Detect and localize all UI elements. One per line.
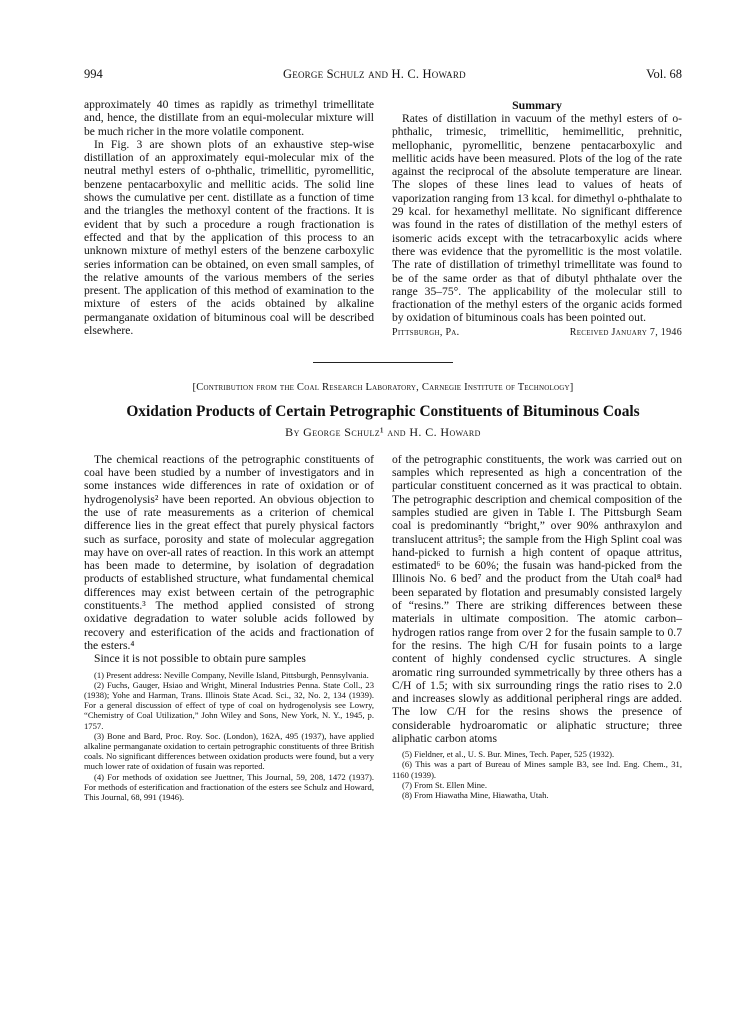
article-title: Oxidation Products of Certain Petrographic Constituents of Bituminous Coals (126, 402, 640, 420)
footnote: (8) From Hiawatha Mine, Hiawatha, Utah. (402, 790, 549, 801)
previous-article-left-column (84, 98, 374, 340)
body-paragraph: Since it is not possible to obtain pure samples (94, 652, 306, 666)
footnotes-left (84, 670, 374, 803)
body-paragraph: The chemical reactions of the petrographic constituents of coal have been studied by a number of investigators and in some instances wide differences in rate of oxidation or of hydrogenolysis² have been reported. An obvious objection to the use of rate measurements as a criterion of chemical difference lies in the great effect that purely physical factors such as surface, porosity and state of molecular aggregation may have on over-all rates of reaction. In this work an attempt has been made to determine, by isolation of degradation products of established structure, what fundamental chemical differences may exist between certain of the petrographic constituents.³ The method applied consisted of strong oxidative degradation to water soluble acids followed by recovery and esterification of the acids and fractionation of the esters.⁴ (84, 452, 374, 652)
body-paragraph: of the petrographic constituents, the work was carried out on samples which represented as high a concentration of the particular constituent concerned as it was practical to obtain. The petrographic description and chemical composition of the samples studied are given in Table I. The Pittsburgh Seam coal is predominantly “bright,” over 90% anthraxylon and translucent attritus⁵; the sample from the High Splint coal was hand-picked to furnish a high content of opaque attritus, estimated⁶ to be 60%; the fusain was hand-picked from the Illinois No. 6 bed⁷ and the product from the Utah coal⁸ had been separated by flotation and presumably consisted largely of “resins.” There are striking differences between these materials in ultimate composition. The atomic carbon–hydrogen ratios range from over 2 for the fusain sample to 0.7 for the resins. The high C/H for fusain points to a large content of highly condensed cyclic structures. A single aromatic ring surrounded symmetrically by three others has a C/H of 1.5; with six surrounding rings the ratio rises to 2.0 and increases slowly as additional peripheral rings are added. The low C/H for the resins shows the presence of considerable hydroaromatic or aliphatic structure; three aliphatic carbon atoms (392, 452, 682, 745)
running-title: George Schulz and H. C. Howard (283, 67, 466, 81)
article-right-column (392, 453, 682, 802)
footnotes-right (392, 749, 682, 800)
signoff-line (392, 326, 682, 340)
summary-section (392, 98, 682, 340)
body-paragraph: In Fig. 3 are shown plots of an exhaustive step-wise distillation of an approximately equi-molecular mix of the neutral methyl esters of o-phthalic, trimellitic, pyromellitic, benzene pentacarboxylic and mellitic acids. The solid line shows the cumulative per cent. distillate as a function of time and the triangles the methoxyl content of the fractions. It is evident that by such a procedure a rough fractionation is effected and that by the application of this process to an unknown mixture of methyl esters of the benzene carboxylic series information can be obtained, on even small samples, of the relative amounts of the various members of the series present. The application of this method of examination to the mixture of esters of the acids obtained by alkaline permanganate oxidation of bituminous coal will be described elsewhere. (84, 137, 374, 338)
footnote: (5) Fieldner, et al., U. S. Bur. Mines, Tech. Paper, 525 (1932). (402, 749, 615, 760)
volume-label: Vol. 68 (646, 67, 682, 81)
footnote: (1) Present address: Neville Company, Neville Island, Pittsburgh, Pennsylvania. (94, 669, 369, 680)
summary-heading: Summary (512, 98, 562, 112)
footnote: (4) For methods of oxidation see Juettner, This Journal, 59, 208, 1472 (1937). For methods of esterification and fractionation of the esters see Schulz and Howard, This Journal, 68, 991 (1946). (84, 771, 374, 802)
location-text: Pittsburgh, Pa. (392, 326, 460, 338)
footnote: (3) Bone and Bard, Proc. Roy. Soc. (London), 162A, 495 (1937), have applied alkaline permanganate oxidation to certain petrographic constituents of three British coals. No significant differences between oxidation products were found, but a very much lower rate of oxidation of fusain was reported. (84, 730, 374, 772)
article-left-column (84, 453, 374, 802)
footnote: (6) This was a part of Bureau of Mines sample B3, see Ind. Eng. Chem., 31, 1160 (1939). (392, 759, 682, 780)
article-columns (84, 453, 682, 802)
page-number: 994 (84, 67, 103, 81)
summary-text: Rates of distillation in vacuum of the methyl esters of o-phthalic, trimesic, trimellitic, hemimellitic, prehnitic, mellophanic, pyromellitic, benzene pentacarboxylic and mellitic acids have been measured. Plots of the log of the rate against the reciprocal of the absolute temperature are linear. The slopes of these lines lead to values of heats of vaporization ranging from 13 kcal. for dimethyl o-phthalate to 29 kcal. for hexamethyl mellitate. No significant difference was found in the rates of distillation of the methyl esters of isomeric acids except with the tetracarboxylic acids where there was evidence that the pyromellitic is the most volatile. The rate of distillation of trimethyl trimellitate was found to be of the same order as that of dibutyl phthalate over the range 35–75°. The applicability of the molecular still to fractionation of the methyl esters of the organic acids formed by oxidation of bituminous coals has been pointed out. (392, 112, 682, 325)
page-header (84, 66, 682, 82)
previous-article-columns (84, 98, 682, 340)
article-byline: By George Schulz¹ and H. C. Howard (285, 424, 481, 439)
journal-page (84, 66, 682, 802)
footnote: (2) Fuchs, Gauger, Hsiao and Wright, Mineral Industries Penna. State Coll., 23 (1938); Yohe and Harman, Trans. Illinois State Acad. Sci., 32, No. 2, 134 (1939). For a general discussion of effect of type of coal on hydrogenolysis see Lowry, “Chemistry of Coal Utilization,” John Wiley and Sons, New York, N. Y., 1945, p. 1757. (84, 679, 374, 731)
section-divider (313, 362, 453, 363)
footnote: (7) From St. Ellen Mine. (402, 779, 487, 790)
body-paragraph: approximately 40 times as rapidly as trimethyl trimellitate and, hence, the distillate from an equi-molecular mixture will be much richer in the more volatile component. (84, 98, 374, 138)
received-date: Received January 7, 1946 (569, 326, 682, 338)
contribution-line: [Contribution from the Coal Research Laboratory, Carnegie Institute of Technology] (192, 381, 574, 393)
